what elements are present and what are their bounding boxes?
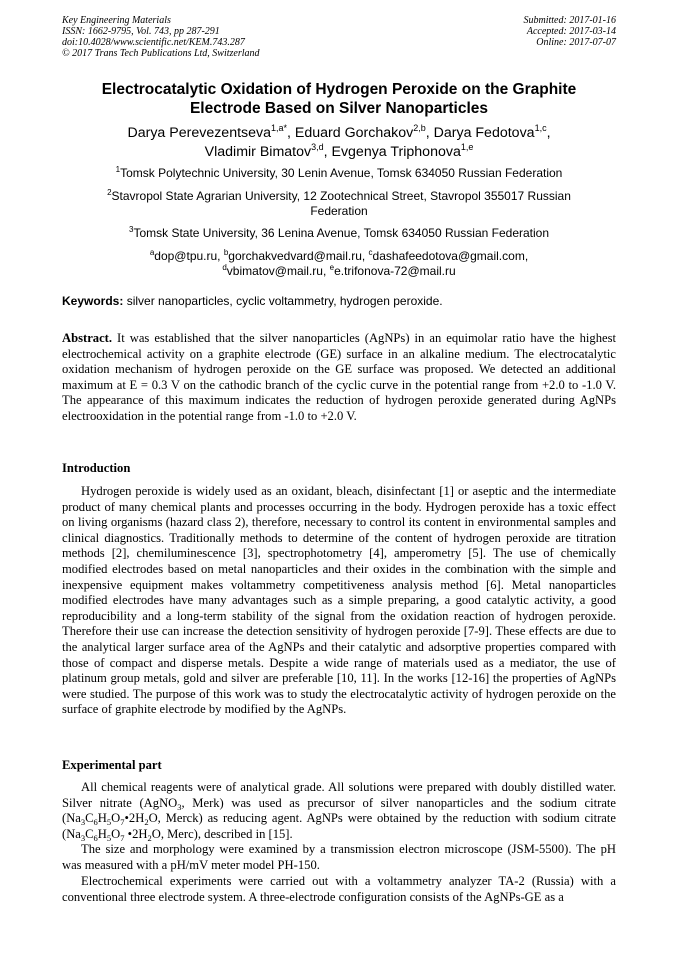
doi-line: doi:10.4028/www.scientific.net/KEM.743.287 (62, 37, 245, 48)
introduction-paragraph: Hydrogen peroxide is widely used as an oxidant, bleach, disinfectant [1] or aseptic and the intermediate product of many chemical plants and processes occurring in the body. Hydrogen peroxide has a toxic effect on living organisms (hazard class 2), therefore, necessary to control its content in environmental samples and clinical diagnostics. Traditionally methods to determine of the content of hydrogen peroxide are titration methods [2], chemiluminescence [3], spectrophotometry [4], amperometry [5]. The use of chemically modified electrodes based on metal nanoparticles and their oxides in the combination with the simple and inexpensive equipment makes voltammetry competitiveness analysis method [6]. Metal nanoparticles modified electrodes have many advantages such as a simple preparing, a good catalytic activity, a good reproducibility and a long-term stability of the signal from the oxidation reaction of hydrogen peroxide. Therefore their use can increase the detection sensitivity of hydrogen peroxide [7-9]. These effects are due to the analytical larger surface area of the AgNPs and their catalytic and adsorptive properties compared with those of compact and disperse metals. Despite a wide range of materials used as a mediator, the use of platinum group metals, gold and silver are preferable [10, 11]. In the works [12-16] the properties of AgNPs were studied. The purpose of this work was to study the electrocatalytic activity of hydrogen peroxide on the surface of graphite electrode by modified by the AgNPs. (62, 484, 616, 717)
affil-number: 1 (115, 165, 121, 174)
experimental-heading: Experimental part (62, 758, 162, 772)
subscript: 3 (177, 801, 182, 812)
subscript: 3 (80, 832, 86, 843)
keywords (62, 294, 616, 309)
affiliation-3 (62, 226, 616, 241)
text-run: , Merk) was used as precursor of silver nanoparticles and the sodium citrate (Na (62, 795, 616, 826)
abstract-label: Abstract. (62, 331, 113, 345)
abstract-text: It was established that the silver nanoparticles (AgNPs) in an equimolar ratio have the highest electrochemical activity on a graphite electrode (GE) surface in an alkaline medium. The electrocatalytic oxidation mechanism of hydrogen peroxide on the GE surface was proposed. We detected an additional maximum at E = 0.3 V on the cathodic branch of the cyclic curve in the potential range from +2.0 to -1.0 V. The appearance of this maximum indicates the reduction of hydrogen peroxide generated during AgNPs electrooxidation in the potential range from -1.0 to +2.0 V. (62, 331, 616, 423)
email-sup: e (329, 263, 335, 272)
author-sep: , (323, 144, 332, 160)
subscript: 5 (106, 817, 112, 828)
email-link[interactable]: dashafeedotova@gmail.com, (372, 249, 529, 263)
copyright-line: © 2017 Trans Tech Publications Ltd, Switzerland (62, 48, 260, 59)
subscript: 3 (80, 817, 86, 828)
abstract (62, 331, 616, 425)
author-affil-sup: 1,c (534, 123, 547, 133)
author-sep: , (425, 125, 434, 141)
author-sep: , (546, 125, 551, 141)
issn-line: ISSN: 1662-9795, Vol. 743, pp 287-291 (62, 26, 220, 37)
introduction-heading: Introduction (62, 461, 131, 475)
text-run: H (97, 826, 107, 841)
subscript: 5 (106, 832, 112, 843)
email-sup: a (149, 248, 155, 257)
text-run: H (97, 811, 107, 826)
affil-text: Tomsk Polytechnic University, 30 Lenin Avenue, Tomsk 634050 Russian Federation (120, 166, 563, 180)
journal-header-left (62, 15, 260, 59)
text-run: O (111, 826, 121, 841)
affiliation-1 (62, 166, 616, 181)
text-run: C (85, 811, 94, 826)
author-affil-sup: 1,e (460, 142, 474, 152)
text-run: O (111, 811, 121, 826)
journal-header-right (524, 15, 617, 48)
author-name: Darya Fedotova (433, 125, 535, 141)
email-sup: b (223, 248, 229, 257)
keywords-text: silver nanoparticles, cyclic voltammetry, hydrogen peroxide. (123, 294, 443, 308)
author-name: Darya Perevezentseva (127, 125, 271, 141)
affil-number: 2 (107, 188, 112, 197)
accepted-date: Accepted: 2017-03-14 (526, 26, 616, 37)
text-run: O, Merc), described in [15]. (151, 826, 293, 841)
email-sup: d (222, 263, 227, 272)
affil-line-1 (62, 189, 616, 204)
email-line-1 (62, 249, 616, 264)
subscript: 7 (120, 817, 125, 828)
email-link[interactable]: gorchakvedvard@mail.ru, (228, 249, 369, 263)
email-link[interactable]: dop@tpu.ru, (154, 249, 224, 263)
affil-text: Tomsk State University, 36 Lenina Avenue, Tomsk 634050 Russian Federation (133, 226, 550, 240)
paper-title (62, 80, 616, 118)
author-list (62, 124, 616, 162)
affil-line-2: Federation (310, 204, 368, 218)
email-link[interactable]: vbimatov@mail.ru, (226, 264, 330, 278)
author-sep: , (287, 125, 295, 141)
affiliation-2 (62, 189, 616, 219)
submitted-date: Submitted: 2017-01-16 (523, 15, 616, 26)
affil-number: 3 (128, 225, 134, 234)
author-affil-sup: 1,a* (271, 123, 288, 133)
author-name: Vladimir Bimatov (204, 144, 312, 160)
author-affil-sup: 3,d (311, 142, 324, 152)
author-emails (62, 249, 616, 279)
subscript: 6 (93, 832, 98, 843)
email-sup: c (368, 248, 373, 257)
email-line-2 (62, 264, 616, 279)
online-date: Online: 2017-07-07 (536, 37, 616, 48)
title-line-1: Electrocatalytic Oxidation of Hydrogen Peroxide on the Graphite (101, 81, 577, 98)
author-name: Evgenya Triphonova (331, 144, 461, 160)
text-run: C (85, 826, 94, 841)
subscript: 6 (93, 817, 98, 828)
text-run: O, Merck) as reducing agent. AgNPs were obtained by the reduction with sodium citrate (Na (62, 811, 616, 841)
subscript: 2 (144, 817, 149, 828)
subscript: 7 (120, 832, 125, 843)
title-line-2: Electrode Based on Silver Nanoparticles (189, 100, 489, 117)
keywords-label: Keywords: (62, 294, 124, 308)
experimental-paragraph-1 (62, 780, 616, 842)
text-run: All chemical reagents were of analytical grade. All solutions were prepared with doubly distilled water. Silver nitrate (AgNO (62, 780, 616, 810)
experimental-paragraph-3: Electrochemical experiments were carried out with a voltammetry analyzer TA-2 (Russia) with a conventional three electrode system. A three-electrode configuration consists of the AgNPs-GE as a (62, 874, 616, 904)
experimental-paragraph-2: The size and morphology were examined by a transmission electron microscope (JSM-5500). The pH was measured with a pH/mV meter model PH-150. (62, 842, 616, 872)
journal-name: Key Engineering Materials (62, 15, 171, 26)
author-line-1 (62, 124, 616, 143)
text-run: •2H (124, 811, 145, 826)
author-affil-sup: 2,b (413, 123, 426, 133)
email-link[interactable]: e.trifonova-72@mail.ru (334, 264, 456, 278)
author-name: Eduard Gorchakov (294, 125, 414, 141)
text-run: •2H (124, 826, 148, 841)
author-line-2 (62, 143, 616, 162)
affil-text: Stavropol State Agrarian University, 12 Zootechnical Street, Stavropol 355017 Russian (111, 189, 571, 203)
subscript: 2 (147, 832, 152, 843)
